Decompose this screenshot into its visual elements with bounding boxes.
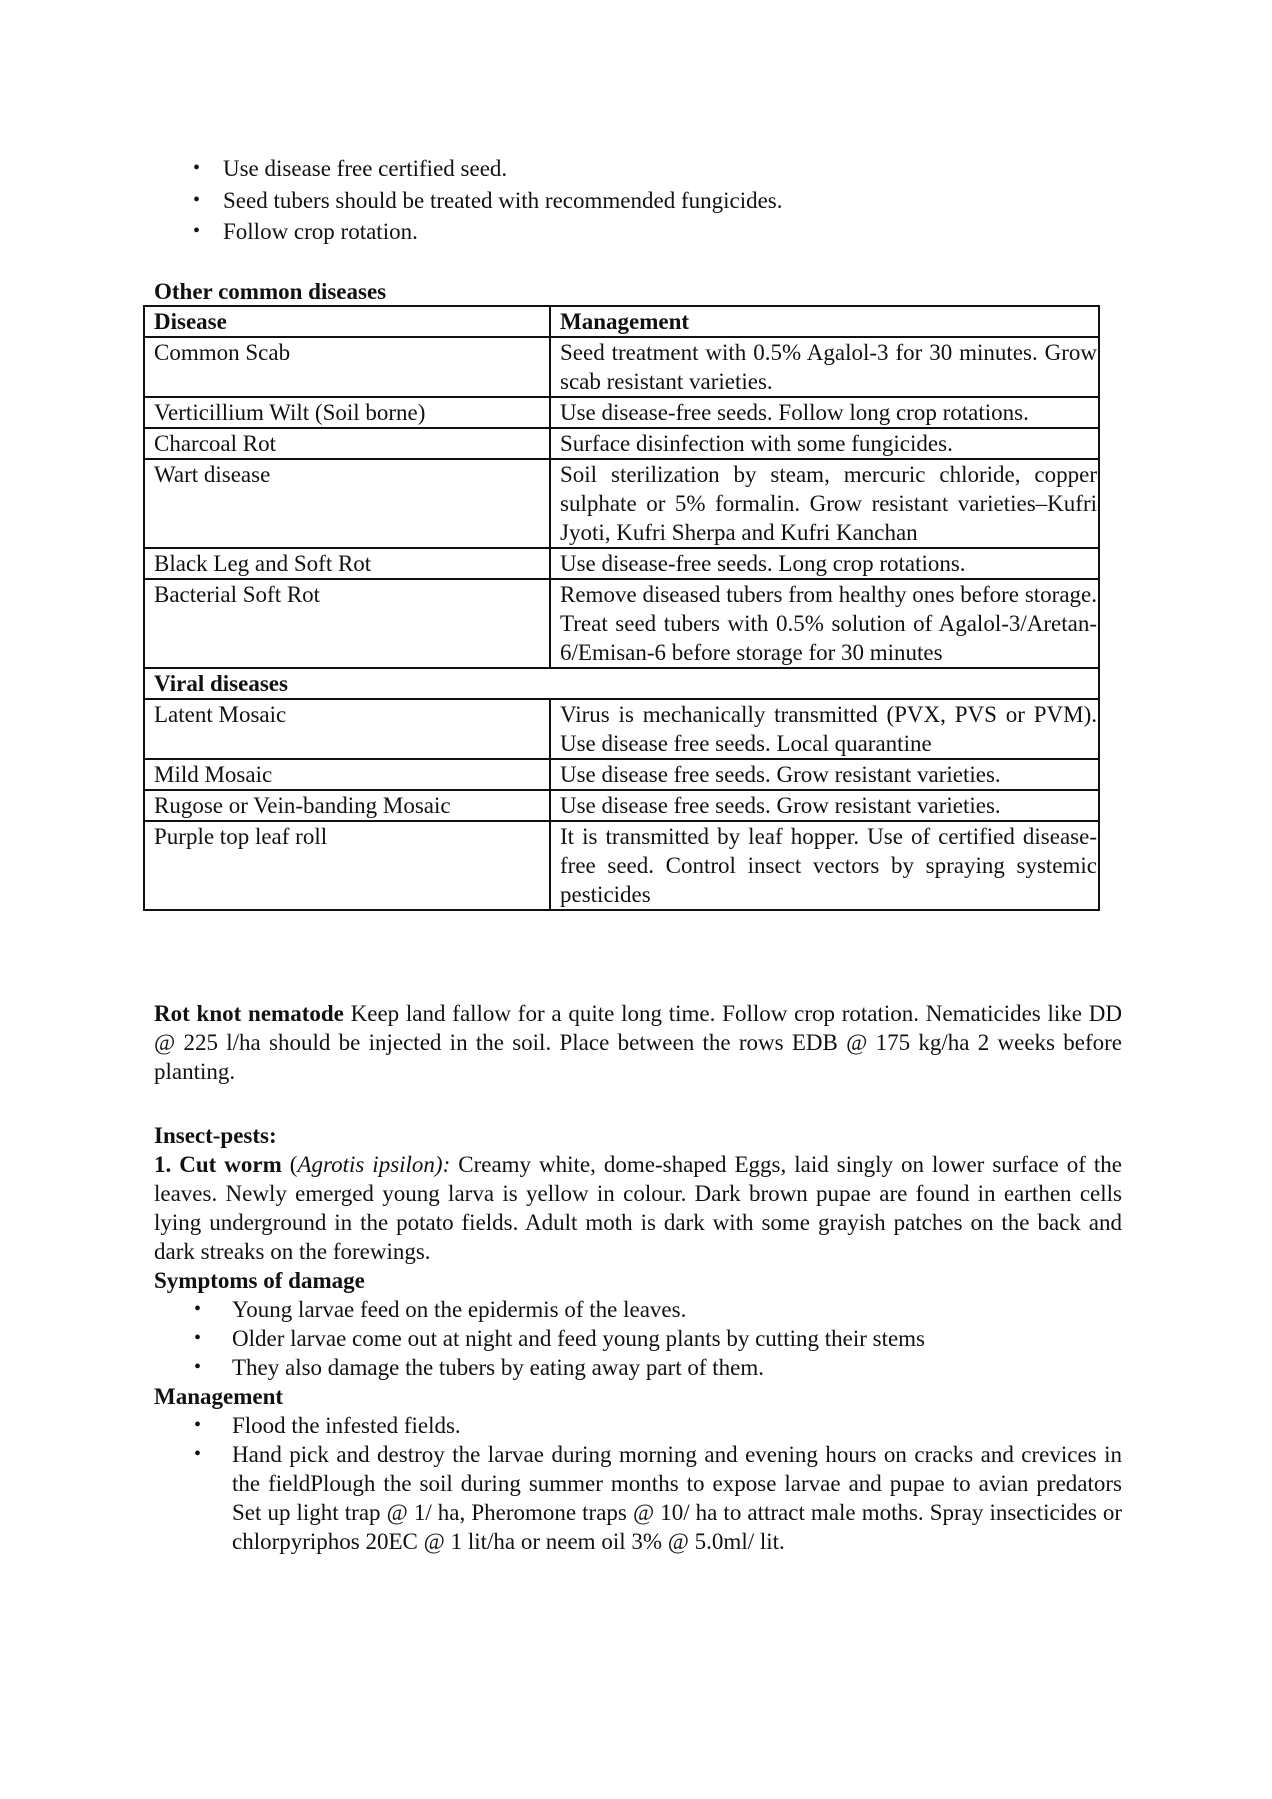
list-item: • Follow crop rotation. [193,219,418,244]
disease-cell: Wart disease [144,459,550,548]
section-viral-diseases: Viral diseases [144,668,1099,699]
nematode-title: Rot knot nematode [154,1001,344,1026]
table-title: Other common diseases [154,279,387,304]
table-row [144,428,1099,459]
management-cell: Soil sterilization by steam, mercuric chloride, copper sulphate or 5% formalin. Grow resistant varieties–Kufri Jyoti, Kufri Sherpa and Kufri Kanchan [550,459,1099,548]
management-cell: Use disease free seeds. Grow resistant varieties. [550,790,1099,821]
disease-cell: Verticillium Wilt (Soil borne) [144,397,550,428]
management-cell: Use disease-free seeds. Follow long crop rotations. [550,397,1099,428]
scientific-name: Agrotis ipsilon): [297,1152,451,1177]
bullet-icon: • [194,1443,202,1465]
list-item: • Seed tubers should be treated with recommended fungicides. [193,187,783,213]
list-item: • Young larvae feed on the epidermis of the leaves. [194,1297,687,1322]
table-row [144,790,1099,821]
bullet-icon: • [194,1298,202,1320]
management-list [154,1411,1122,1556]
bullet-icon: • [194,1356,202,1378]
disease-cell: Black Leg and Soft Rot [144,548,550,579]
management-cell: It is transmitted by leaf hopper. Use of certified disease-free seed. Control insect vectors by spraying systemic pesticides [550,821,1099,910]
disease-cell: Latent Mosaic [144,699,550,759]
management-cell: Use disease free seeds. Grow resistant varieties. [550,759,1099,790]
table-row [144,459,1099,548]
table-row [144,548,1099,579]
header-management: Management [550,306,1099,337]
management-cell: Remove diseased tubers from healthy ones before storage. Treat seed tubers with 0.5% solution of Agalol-3/Aretan-6/Emisan-6 before storage for 30 minutes [550,579,1099,668]
seed-recommendations-list [145,154,1045,249]
nematode-text: Keep land fallow for a quite long time. Follow crop rotation. Nematicides like DD @ 225 l/ha should be injected in the soil. Place between the rows EDB @ 175 kg/ha 2 weeks before planting. [154,1001,1122,1084]
symptoms-heading: Symptoms of damage [154,1268,365,1293]
management-cell: Virus is mechanically transmitted (PVX, PVS or PVM). Use disease free seeds. Local quarantine [550,699,1099,759]
disease-cell: Purple top leaf roll [144,821,550,910]
management-cell: Use disease-free seeds. Long crop rotations. [550,548,1099,579]
disease-cell: Bacterial Soft Rot [144,579,550,668]
table-row [144,579,1099,668]
symptoms-list [154,1295,1122,1382]
table-row [144,397,1099,428]
list-item: • They also damage the tubers by eating away part of them. [194,1355,765,1380]
header-disease: Disease [144,306,550,337]
diseases-table [143,305,1100,911]
list-item: • Older larvae come out at night and feed young plants by cutting their stems [194,1326,926,1351]
table-row [144,821,1099,910]
list-item: • Use disease free certified seed. [193,156,508,181]
table-section-row [144,668,1099,699]
bullet-icon: • [194,1414,202,1436]
cutworm-title: 1. Cut worm [154,1152,282,1177]
bullet-icon: • [194,1327,202,1349]
cutworm-paragraph: 1. Cut worm (Agrotis ipsilon): Creamy white, dome-shaped Eggs, laid singly on lower surface of the leaves. Newly emerged young larva is yellow in colour. Dark brown pupae are found in earthen cells lying underground in the potato fields. Adult moth is dark with some grayish patches on the back and dark streaks on the forewings. [154,1152,1122,1264]
table-header-row [144,306,1099,337]
management-cell: Surface disinfection with some fungicides. [550,428,1099,459]
disease-cell: Common Scab [144,337,550,397]
disease-cell: Mild Mosaic [144,759,550,790]
table-row [144,759,1099,790]
management-cell: Seed treatment with 0.5% Agalol-3 for 30 minutes. Grow scab resistant varieties. [550,337,1099,397]
table-row [144,699,1099,759]
disease-cell: Charcoal Rot [144,428,550,459]
bullet-icon: • [193,188,201,211]
insect-pests-heading: Insect-pests: [154,1123,277,1148]
table-row [144,337,1099,397]
management-heading: Management [154,1384,284,1409]
bullet-icon: • [193,157,201,179]
nematode-paragraph [154,999,1122,1086]
list-item: • Hand pick and destroy the larvae during morning and evening hours on cracks and crevices in the fieldPlough the soil during summer months to expose larvae and pupae to avian predators Set up light trap @ 1/ ha, Pheromone traps @ 10/ ha to attract male moths. Spray insecticides or chlorpyriphos 20EC @ 1 lit/ha or neem oil 3% @ 5.0ml/ lit. [194,1442,1122,1554]
cutworm-text: Creamy white, dome-shaped Eggs, laid singly on lower surface of the leaves. Newly emerged young larva is yellow in colour. Dark brown pupae are found in earthen cells lying underground in the potato fields. Adult moth is dark with some grayish patches on the back and dark streaks on the forewings. [154,1152,1122,1264]
disease-cell: Rugose or Vein-banding Mosaic [144,790,550,821]
bullet-icon: • [193,220,201,242]
list-item: • Flood the infested fields. [194,1413,461,1438]
